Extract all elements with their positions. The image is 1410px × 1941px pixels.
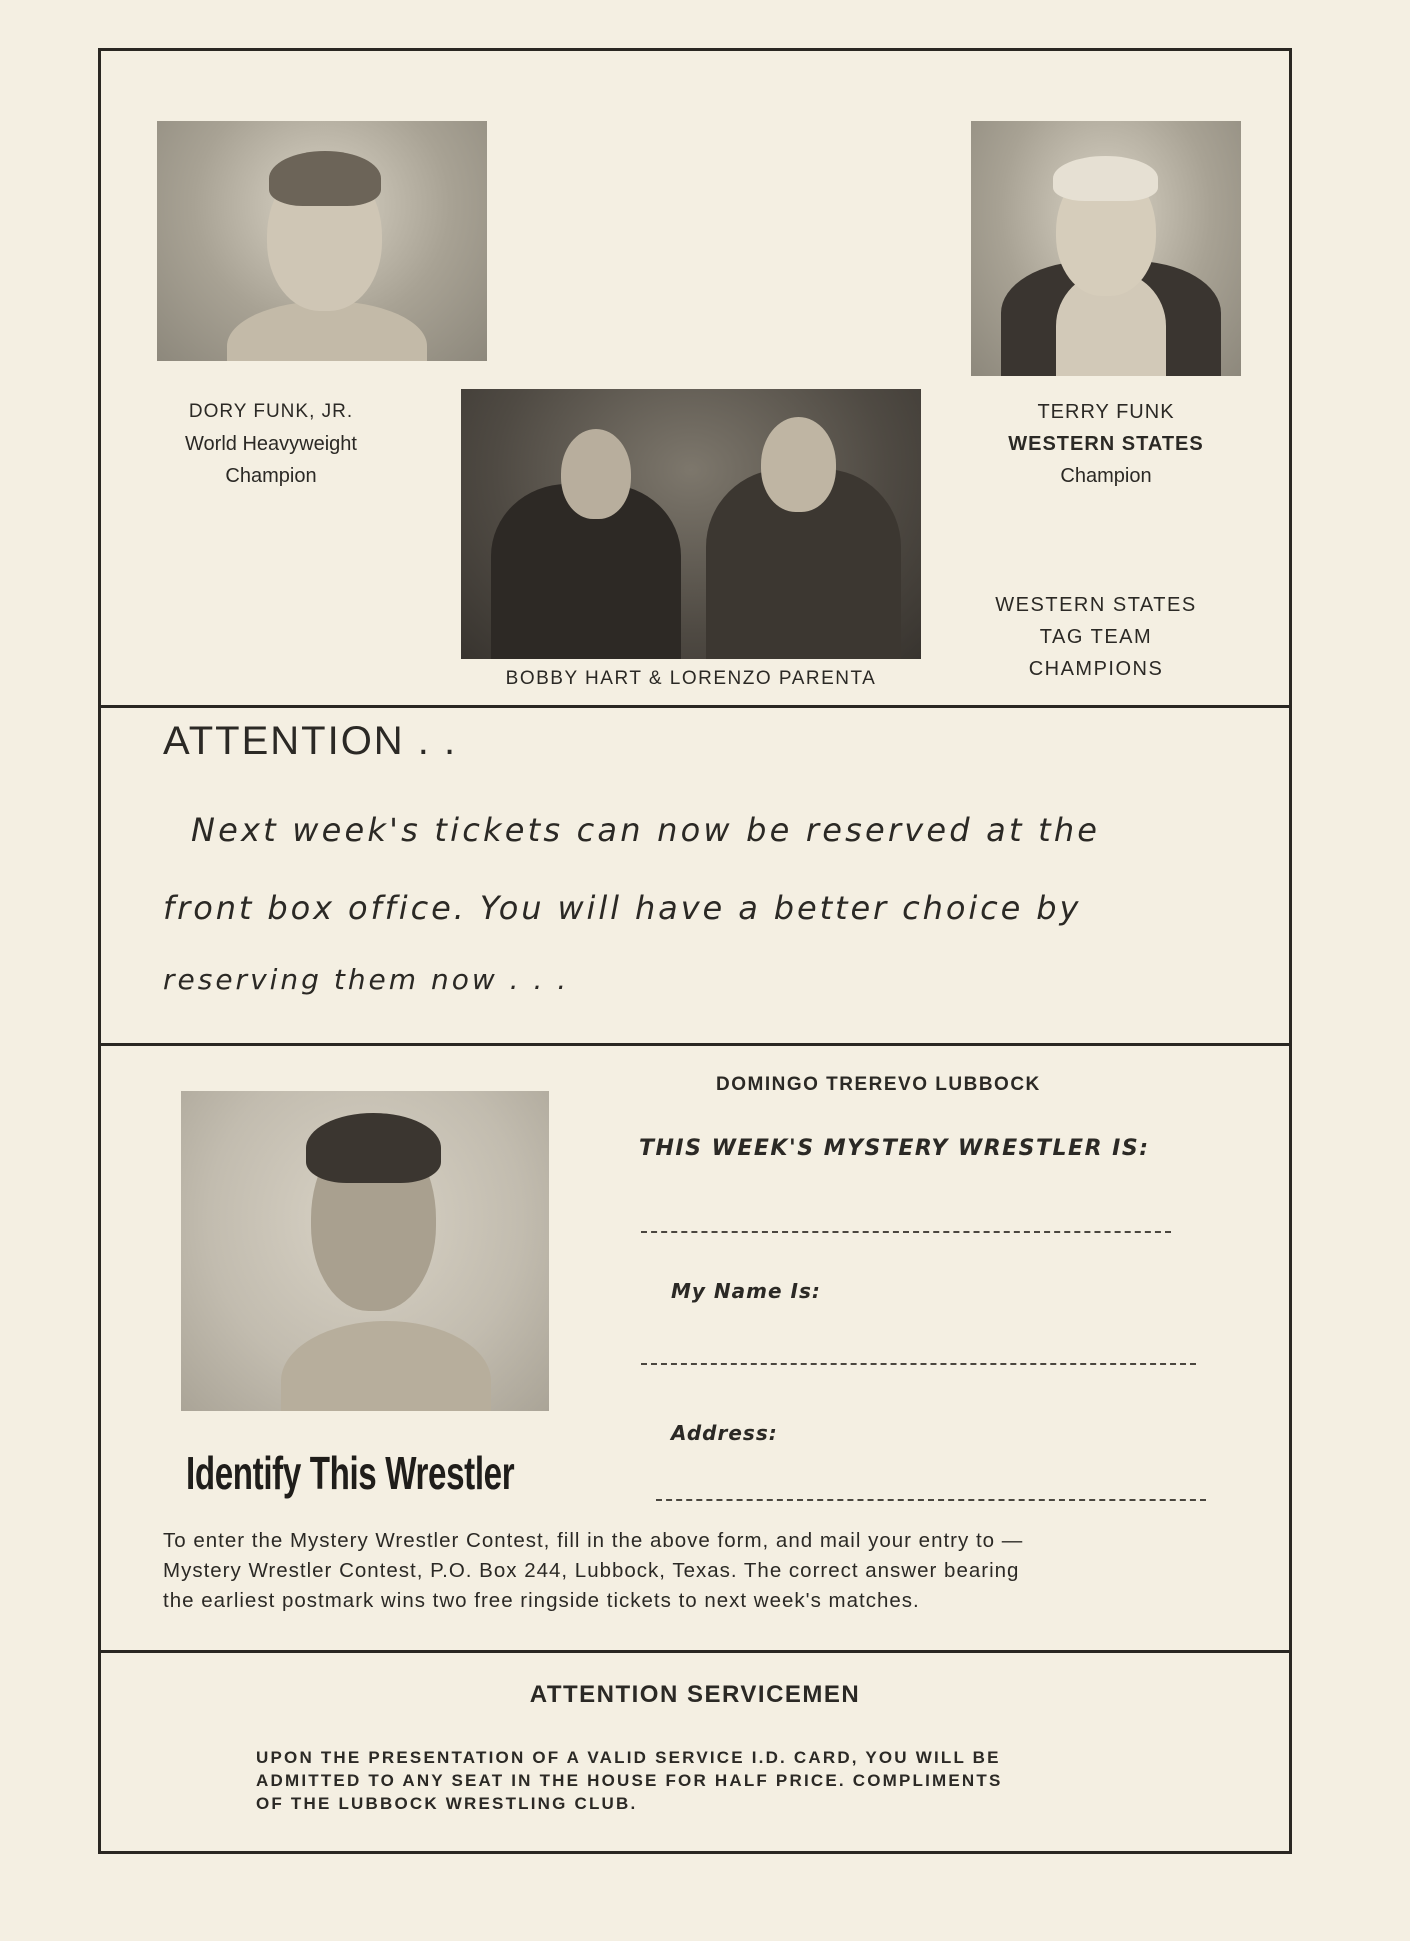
- name-label: My Name Is:: [671, 1279, 821, 1303]
- terry-funk-caption: [981, 396, 1231, 492]
- attention-line-3: reserving them now . . .: [163, 963, 570, 996]
- divider-2: [101, 1043, 1289, 1046]
- contest-rules-line-3: the earliest postmark wins two free ringside tickets to next week's matches.: [163, 1589, 920, 1612]
- program-page-frame: [98, 48, 1292, 1854]
- terry-funk-name: TERRY FUNK: [1037, 401, 1175, 423]
- dory-funk-title: World Heavyweight: [185, 433, 357, 455]
- mystery-answer-line: [641, 1231, 1171, 1233]
- divider-3: [101, 1650, 1289, 1653]
- divider-1: [101, 705, 1289, 708]
- mystery-entrant: DOMINGO TREREVO LUBBOCK: [716, 1074, 1041, 1095]
- dory-funk-name: DORY FUNK, JR.: [188, 401, 354, 422]
- tag-team-line-3: CHAMPIONS: [1028, 658, 1164, 680]
- tag-team-caption: BOBBY HART & LORENZO PARENTA: [505, 668, 877, 689]
- servicemen-heading: ATTENTION SERVICEMEN: [529, 1681, 861, 1708]
- attention-heading: ATTENTION . .: [163, 719, 458, 763]
- tag-team-champions-caption: [971, 589, 1221, 685]
- terry-funk-title: WESTERN STATES: [1008, 433, 1204, 455]
- address-label: Address:: [671, 1421, 778, 1445]
- mystery-wrestler-photo: [181, 1091, 549, 1411]
- servicemen-line-2: ADMITTED TO ANY SEAT IN THE HOUSE FOR HALF PRICE. COMPLIMENTS: [256, 1771, 1003, 1790]
- name-line: [641, 1363, 1196, 1365]
- contest-rules-line-1: To enter the Mystery Wrestler Contest, fill in the above form, and mail your entry to —: [163, 1529, 1024, 1552]
- attention-line-1: Next week's tickets can now be reserved at the: [191, 811, 1101, 849]
- servicemen-line-3: OF THE LUBBOCK WRESTLING CLUB.: [256, 1794, 638, 1813]
- servicemen-line-1: UPON THE PRESENTATION OF A VALID SERVICE I.D. CARD, YOU WILL BE: [256, 1748, 1001, 1767]
- tag-team-photo: [461, 389, 921, 659]
- dory-funk-caption: [141, 396, 401, 492]
- terry-funk-subtitle: Champion: [1060, 465, 1152, 487]
- mystery-headline: Identify This Wrestler: [186, 1447, 515, 1499]
- contest-rules-line-2: Mystery Wrestler Contest, P.O. Box 244, Lubbock, Texas. The correct answer bearing: [163, 1559, 1020, 1582]
- dory-funk-photo: [157, 121, 487, 361]
- tag-team-line-2: TAG TEAM: [1039, 626, 1153, 648]
- address-line: [656, 1499, 1206, 1501]
- tag-team-line-1: WESTERN STATES: [995, 594, 1197, 616]
- terry-funk-photo: [971, 121, 1241, 376]
- dory-funk-subtitle: Champion: [225, 465, 317, 487]
- mystery-question: THIS WEEK'S MYSTERY WRESTLER IS:: [639, 1136, 1150, 1161]
- attention-line-2: front box office. You will have a better choice by: [163, 889, 1082, 927]
